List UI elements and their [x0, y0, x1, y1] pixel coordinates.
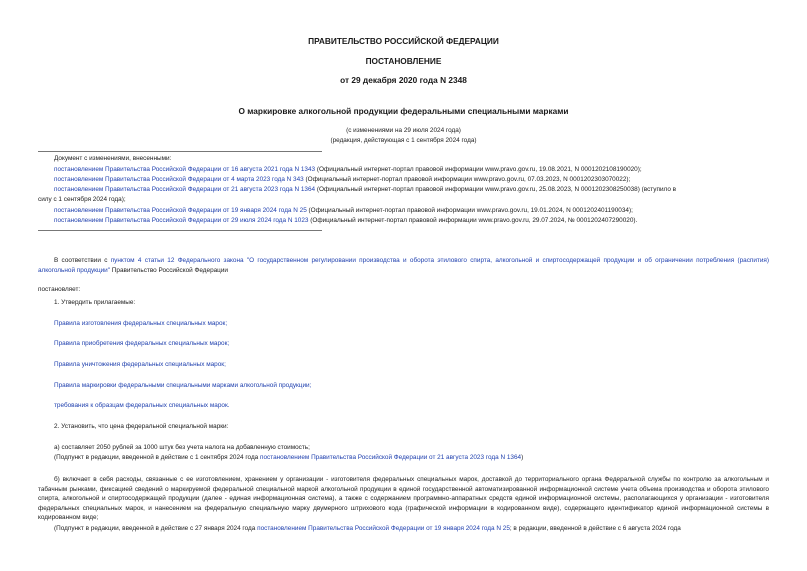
amendments-intro: Документ с изменениями, внесенными: — [54, 155, 172, 162]
document-type: ПОСТАНОВЛЕНИЕ — [365, 56, 442, 66]
amendment-source: (Официальный интернет-портал правовой информации www.pravo.gov.ru, 19.08.2021, N 0001202108190020); — [315, 166, 642, 173]
preamble — [38, 256, 769, 275]
amendment-1364-link[interactable]: постановлением Правительства Российской Федерации от 21 августа 2023 года N 1364 — [260, 454, 522, 461]
amendment-25-link[interactable]: постановлением Правительства Российской Федерации от 19 января 2024 года N 25 — [257, 525, 510, 532]
rules-link-item — [54, 361, 226, 369]
subitem-a: а) составляет 2050 рублей за 1000 штук без учета налога на добавленную стоимость; — [54, 444, 310, 451]
subitem-a-note — [54, 454, 523, 462]
document-title: О маркировке алкогольной продукции федеральными специальными марками — [238, 106, 569, 116]
rules-link-item — [54, 402, 230, 410]
note-suffix: ; в редакции, введенной в действие с 6 августа 2024 года — [509, 525, 681, 532]
preamble-suffix: Правительство Российской Федерации — [110, 266, 228, 274]
amendment-continuation: силу с 1 сентября 2024 года); — [38, 196, 126, 203]
item-2-text: 2. Установить, что цена федеральной специальной марки: — [54, 423, 229, 430]
amendment-link[interactable]: постановлением Правительства Российской Федерации от 21 августа 2023 года N 1364 — [54, 186, 316, 193]
resolves-text: постановляет: — [38, 286, 81, 293]
subitem-b: б) включает в себя расходы, связанные с ее изготовлением, хранением у организации - изготовителя федеральных специальных марок, доставкой до территориального органа Федеральной службы по контролю за алкогольным и табачным рынками, фиксацией сведений о маркируемой федеральной специальной маркой алкогольной продукции в единой государственной автоматизированной информационной системе учета объема производства и оборота этилового спирта, алкогольной и спиртосодержащей продукции (далее - единая информационная система), а также с содержанием программно-аппаратных средств единой информационной системы, располагающихся у организации - изготовителя федеральных специальных марок, и нанесением на федеральную специальную марку двумерного штрихового кода (графической информации в кодированном виде), содержащего идентификатор единой информационной системы в кодированном виде; — [38, 476, 769, 522]
amendment-source: (Официальный интернет-портал правовой информации www.pravo.gov.ru, 25.08.2023, N 0001202308250038) (вступило в — [315, 186, 677, 193]
amendment-item — [54, 186, 676, 194]
destruction-rules-link[interactable]: Правила уничтожения федеральных специальных марок; — [54, 361, 226, 368]
rules-link-item — [54, 320, 227, 328]
amendment-source: (Официальный интернет-портал правовой информации www.pravo.gov.ru, 07.03.2023, N 0001202303070022); — [303, 176, 631, 183]
item-1-text: 1. Утвердить прилагаемые: — [54, 299, 136, 306]
amendment-link[interactable]: постановлением Правительства Российской Федерации от 16 августа 2021 года N 1343 — [54, 166, 316, 173]
federal-law-link[interactable]: пунктом 4 статьи 12 Федерального закона "О государственном регулировании производства и оборота этилового спирта, алкогольной и спиртосодержащей продукции и об ограничении потребления (распития) алкогольной продукции" — [38, 257, 769, 274]
date-number: от 29 декабря 2020 года N 2348 — [340, 75, 467, 85]
sample-requirements-link[interactable]: требования к образцам федеральных специальных марок. — [54, 402, 230, 409]
amendment-item — [54, 217, 637, 225]
rules-link-item — [54, 340, 229, 348]
amendment-link[interactable]: постановлением Правительства Российской Федерации от 19 января 2024 года N 25 — [54, 207, 307, 214]
amendment-source: (Официальный интернет-портал правовой информации www.pravo.gov.ru, 19.01.2024, N 0001202401190034); — [306, 207, 633, 214]
edition-note: (редакция, действующая с 1 сентября 2024 года) — [330, 137, 477, 144]
rules-link-item — [54, 382, 311, 390]
amendment-item — [54, 207, 633, 215]
manufacturing-rules-link[interactable]: Правила изготовления федеральных специальных марок; — [54, 320, 228, 327]
subitem-b-note — [54, 525, 681, 533]
amendment-link[interactable]: постановлением Правительства Российской Федерации от 4 марта 2023 года N 343 — [54, 176, 304, 183]
divider-top — [38, 151, 322, 152]
government-heading: ПРАВИТЕЛЬСТВО РОССИЙСКОЙ ФЕДЕРАЦИИ — [308, 36, 499, 46]
amendment-item — [54, 176, 630, 184]
amendment-item — [54, 166, 642, 174]
acquisition-rules-link[interactable]: Правила приобретения федеральных специальных марок; — [54, 340, 230, 347]
divider-bottom — [38, 230, 322, 231]
amendment-link[interactable]: постановлением Правительства Российской Федерации от 29 июля 2024 года N 1023 — [54, 217, 309, 224]
amendment-source: (Официальный интернет-портал правовой информации www.pravo.gov.ru, 29.07.2024, № 0001202407290020). — [308, 217, 638, 224]
note-prefix: (Подпункт в редакции, введенной в действие с 27 января 2024 года — [54, 525, 258, 532]
labeling-rules-link[interactable]: Правила маркировки федеральными специальными марками алкогольной продукции; — [54, 382, 312, 389]
preamble-prefix: В соответствии с — [54, 257, 111, 264]
changes-note: (с изменениями на 29 июля 2024 года) — [346, 127, 461, 134]
note-suffix: ) — [521, 454, 524, 461]
note-prefix: (Подпункт в редакции, введенной в действие с 1 сентября 2024 года — [54, 454, 261, 461]
